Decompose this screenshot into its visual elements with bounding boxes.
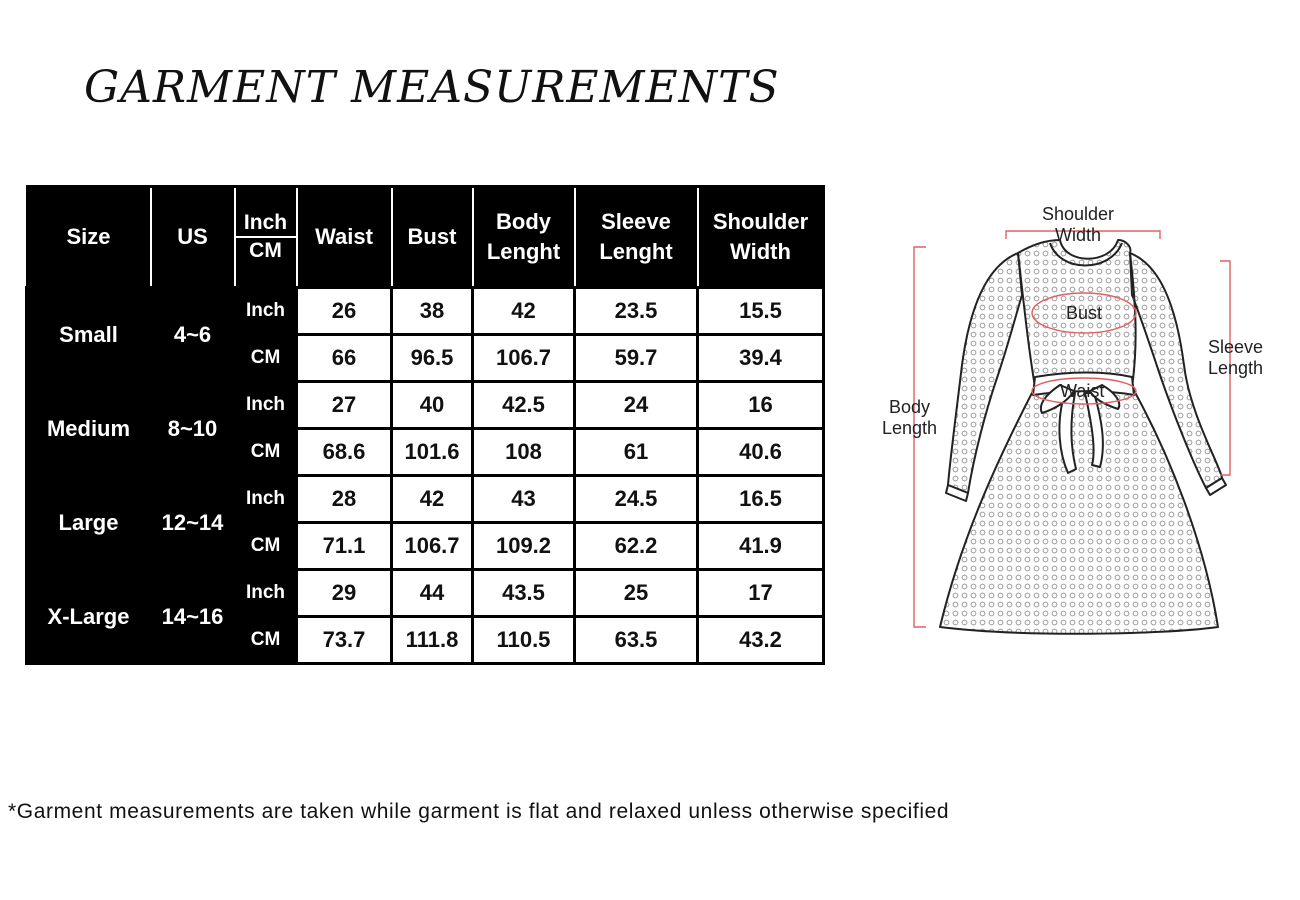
waist-value: 73.7 (297, 617, 392, 664)
header-shoulder-width (698, 187, 824, 288)
bust-value: 106.7 (392, 523, 473, 570)
body-length-value: 109.2 (473, 523, 575, 570)
waist-value: 28 (297, 476, 392, 523)
waist-label: Waist (1060, 381, 1105, 401)
shoulder-width-value: 17 (698, 570, 824, 617)
unit-label: Inch (235, 382, 297, 429)
bust-value: 111.8 (392, 617, 473, 664)
sleeve-length-label: Sleeve Length (1208, 337, 1264, 378)
bust-value: 101.6 (392, 429, 473, 476)
waist-value: 27 (297, 382, 392, 429)
table-row-xlarge-inch (27, 570, 824, 617)
waist-value: 26 (297, 288, 392, 335)
waist-value: 29 (297, 570, 392, 617)
unit-label: CM (235, 429, 297, 476)
table-row-medium-inch (27, 382, 824, 429)
unit-label: CM (235, 335, 297, 382)
shoulder-width-value: 40.6 (698, 429, 824, 476)
waist-value: 71.1 (297, 523, 392, 570)
header-shoulder-line2: Width (730, 239, 791, 264)
header-sleeve-line2: Lenght (599, 239, 673, 264)
bust-value: 38 (392, 288, 473, 335)
us-size: 12~14 (151, 476, 235, 570)
sleeve-length-value: 24.5 (575, 476, 698, 523)
bust-value: 40 (392, 382, 473, 429)
unit-label: Inch (235, 570, 297, 617)
header-body-length (473, 187, 575, 288)
unit-label: Inch (235, 476, 297, 523)
shoulder-width-value: 15.5 (698, 288, 824, 335)
body-length-value: 106.7 (473, 335, 575, 382)
shoulder-width-value: 16.5 (698, 476, 824, 523)
header-size: Size (27, 187, 151, 288)
header-bust: Bust (392, 187, 473, 288)
shoulder-width-value: 16 (698, 382, 824, 429)
unit-label: CM (235, 523, 297, 570)
shoulder-width-value: 41.9 (698, 523, 824, 570)
header-body-line2: Lenght (486, 239, 561, 264)
header-shoulder-line1: Shoulder (712, 209, 809, 234)
sleeve-length-value: 24 (575, 382, 698, 429)
header-unit (235, 187, 297, 288)
bust-value: 42 (392, 476, 473, 523)
us-size: 4~6 (151, 288, 235, 382)
bust-value: 96.5 (392, 335, 473, 382)
us-size: 8~10 (151, 382, 235, 476)
header-body-line1: Body (496, 209, 551, 234)
body-length-value: 108 (473, 429, 575, 476)
body-length-value: 42.5 (473, 382, 575, 429)
header-unit-inch: Inch (236, 210, 296, 238)
body-length-value: 42 (473, 288, 575, 335)
table-row-large-inch (27, 476, 824, 523)
header-sleeve-line1: Sleeve (601, 209, 671, 234)
header-waist: Waist (297, 187, 392, 288)
waist-value: 66 (297, 335, 392, 382)
unit-label: Inch (235, 288, 297, 335)
unit-label: CM (235, 617, 297, 664)
size-chart-table (25, 185, 825, 665)
bust-label: Bust (1066, 303, 1103, 323)
shoulder-width-value: 43.2 (698, 617, 824, 664)
us-size: 14~16 (151, 570, 235, 664)
size-name: Large (27, 476, 151, 570)
body-length-value: 43 (473, 476, 575, 523)
header-row (27, 187, 824, 288)
sleeve-length-value: 23.5 (575, 288, 698, 335)
body-length-label: Body Length (882, 397, 938, 438)
header-sleeve-length (575, 187, 698, 288)
sleeve-length-value: 59.7 (575, 335, 698, 382)
sleeve-length-value: 61 (575, 429, 698, 476)
sleeve-length-value: 62.2 (575, 523, 698, 570)
shoulder-width-label: Shoulder Width (1042, 204, 1115, 245)
header-us: US (151, 187, 235, 288)
bust-value: 44 (392, 570, 473, 617)
dress-outline (940, 240, 1226, 634)
size-name: X-Large (27, 570, 151, 664)
table-row-small-inch (27, 288, 824, 335)
waist-value: 68.6 (297, 429, 392, 476)
dress-measurement-diagram (870, 195, 1290, 645)
shoulder-width-value: 39.4 (698, 335, 824, 382)
body-length-value: 43.5 (473, 570, 575, 617)
sleeve-length-value: 63.5 (575, 617, 698, 664)
body-length-value: 110.5 (473, 617, 575, 664)
sleeve-length-value: 25 (575, 570, 698, 617)
footnote: *Garment measurements are taken while garment is flat and relaxed unless otherwise specified (8, 800, 950, 823)
header-unit-cm: CM (249, 239, 282, 262)
size-name: Medium (27, 382, 151, 476)
page-title: GARMENT MEASUREMENTS (84, 62, 780, 113)
size-name: Small (27, 288, 151, 382)
